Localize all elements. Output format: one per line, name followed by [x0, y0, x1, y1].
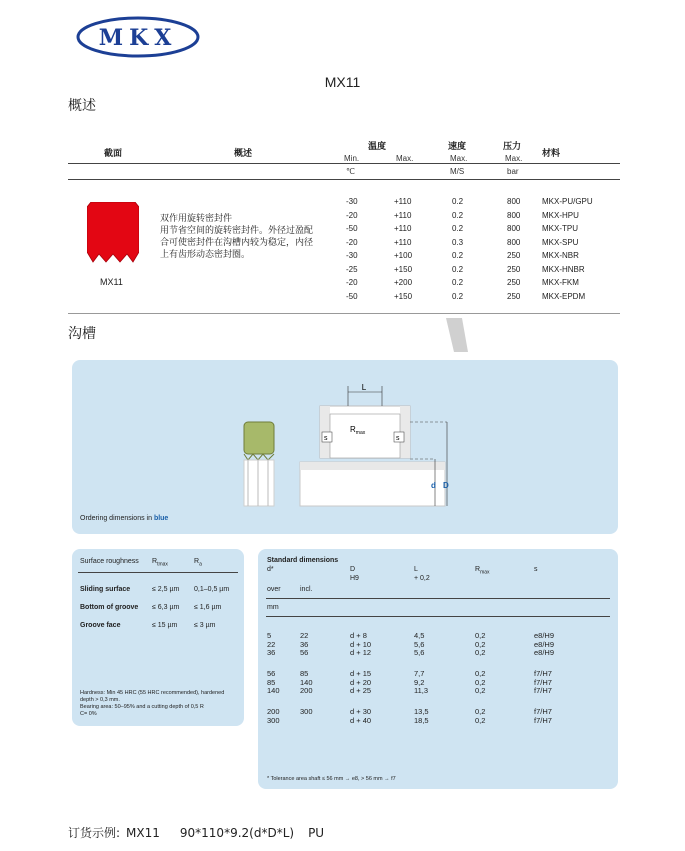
desc-line: 合可使密封件在沟槽内较为稳定，内径	[160, 238, 314, 248]
order-material: PU	[308, 826, 325, 840]
cell: 300	[267, 715, 280, 725]
hardness-notes	[80, 690, 224, 718]
order-label: 订货示例:	[68, 826, 121, 840]
cell: +150	[394, 264, 413, 274]
std-D-col	[350, 670, 371, 696]
cell: MKX-FKM	[542, 278, 579, 287]
cell: 5,6	[414, 639, 425, 649]
dim-d-label: d	[431, 481, 436, 490]
std-D-col	[350, 708, 371, 725]
dim-s-left: s	[324, 435, 328, 442]
cell: 36	[300, 639, 309, 649]
cell: 36	[267, 648, 276, 657]
std-R: R	[475, 566, 481, 573]
cell: 0,2	[475, 631, 486, 640]
profile-label: MX11	[100, 277, 123, 287]
cell: +150	[394, 291, 413, 301]
std-L-col	[414, 708, 429, 725]
mkx-logo	[76, 16, 200, 58]
ra-sub: a	[199, 561, 202, 568]
note-c: C	[80, 711, 84, 717]
header-rule	[68, 163, 620, 164]
cell: 300	[300, 707, 313, 716]
roughness-col-rmax	[152, 558, 168, 567]
cell: 18,5	[414, 715, 429, 725]
desc-line: 上有齿形动态密封圈。	[160, 250, 251, 260]
std-R-sub: max	[480, 569, 490, 576]
groove-drawing	[72, 360, 618, 534]
ordering-prefix: Ordering dimensions in	[80, 515, 154, 522]
cell: MKX-EPDM	[542, 291, 586, 301]
speed-column	[452, 195, 463, 303]
cell: f7/H7	[534, 669, 552, 678]
cell: 5,6	[414, 648, 425, 657]
col-overview: 概述	[234, 149, 253, 159]
cell: 0,2	[475, 707, 486, 716]
cell: +110	[394, 197, 412, 206]
cell: 800	[507, 197, 521, 206]
cell: 0.2	[452, 197, 464, 206]
col-material: 材料	[542, 149, 561, 159]
col-section: 截面	[104, 149, 123, 159]
cell: e8/H9	[534, 648, 555, 657]
cell: 0.2	[452, 210, 464, 220]
roughness-title: Surface roughness	[80, 558, 139, 565]
cell: 56	[267, 669, 276, 678]
cell: d + 30	[350, 707, 372, 716]
std-s-col	[534, 708, 552, 725]
cell: 0.3	[452, 237, 464, 247]
cell: 200	[267, 707, 280, 716]
cell: 9,2	[414, 677, 425, 687]
std-col-R	[475, 566, 490, 575]
cell: d + 15	[350, 669, 372, 678]
cell: f7/H7	[534, 686, 552, 695]
cell: 0,2	[475, 639, 486, 649]
section-overview-heading: 概述	[68, 98, 96, 114]
col-pressure: 压力	[503, 142, 522, 152]
std-R-col	[475, 632, 485, 658]
cell: e8/H9	[534, 631, 555, 640]
unit-temp: ℃	[346, 167, 355, 176]
note-c-rest: = 0%	[83, 711, 97, 717]
cell: 140	[300, 677, 313, 687]
cell: d + 40	[350, 715, 372, 725]
cell: MKX-HNBR	[542, 264, 585, 274]
unit-pressure: bar	[507, 167, 519, 176]
cell: 0,2	[475, 677, 486, 687]
cell: MKX-PU/GPU	[542, 197, 593, 206]
std-col-s: s	[534, 566, 538, 573]
note-line: Bearing area: 50–95% and a cutting depth of 0,5 R	[80, 704, 204, 710]
std-col-D-sub: H9	[350, 575, 359, 582]
roughness-row-label: Bottom of groove	[80, 604, 139, 611]
table-bottom-rule	[68, 313, 620, 314]
cell: f7/H7	[534, 715, 552, 725]
ordering-dimensions-note	[80, 515, 168, 522]
cell: f7/H7	[534, 677, 552, 687]
ordering-blue: blue	[153, 515, 169, 522]
cell: -50	[346, 291, 358, 301]
seal-description	[160, 213, 328, 261]
note-line: depth > 0,3 mm.	[80, 697, 120, 703]
standard-dimensions-panel	[258, 549, 618, 789]
roughness-row-label: Sliding surface	[80, 586, 131, 593]
std-col-over: over	[267, 586, 281, 593]
cell: MKX-TPU	[542, 224, 578, 233]
cell: 0.2	[452, 264, 464, 274]
cell: 56	[300, 648, 309, 657]
std-incl-col	[300, 670, 313, 696]
order-dims: 90*110*9.2(d*D*L)	[179, 826, 295, 840]
cell: 22	[267, 639, 276, 649]
std-col-incl: incl.	[300, 586, 313, 593]
roughness-col-ra	[194, 558, 202, 567]
col-speed: 速度	[448, 142, 467, 152]
dim-D-label: D	[443, 481, 449, 490]
cell: 250	[507, 264, 521, 274]
order-example	[68, 824, 344, 841]
cell: -30	[346, 197, 358, 206]
cell: -50	[346, 224, 358, 233]
ra-r: R	[194, 558, 200, 565]
decorative-slash-icon	[444, 318, 470, 352]
cell: 4,5	[414, 631, 425, 640]
cell: MKX-SPU	[542, 237, 579, 247]
std-over-col	[267, 708, 280, 725]
cell: 0.2	[452, 278, 464, 287]
note-line: Hardness: Min 45 HRC (55 HRC recommended), hardened	[80, 690, 225, 696]
cell: +200	[394, 278, 413, 287]
cell: d + 8	[350, 631, 367, 640]
std-over-col	[267, 670, 280, 696]
cell: d + 20	[350, 677, 372, 687]
cell: 0.2	[452, 251, 464, 260]
product-title: MX11	[324, 74, 361, 90]
cell: 7,7	[414, 669, 425, 678]
cell: 0,2	[475, 648, 486, 657]
cell: 200	[300, 686, 313, 695]
cell: e8/H9	[534, 639, 555, 649]
cell: 250	[507, 251, 521, 260]
tolerance-footnote: * Tolerance area shaft ≤ 56 mm → e8, > 56 mm → f7	[267, 776, 396, 782]
std-D-col	[350, 632, 371, 658]
std-R-col	[475, 708, 485, 725]
col-temperature: 温度	[368, 142, 387, 152]
logo-text: MKX	[98, 25, 178, 51]
cell: +110	[394, 210, 412, 220]
dim-L-label: L	[361, 383, 367, 392]
std-L-col	[414, 670, 428, 696]
std-R-col	[475, 670, 485, 696]
material-column	[542, 195, 593, 303]
rmax-sub: tmax	[157, 561, 168, 568]
col-temp-min: Min.	[344, 154, 360, 163]
cell: 11,3	[414, 686, 429, 695]
cell: 5	[267, 631, 272, 640]
cell: 0.2	[452, 224, 464, 233]
cell: 0,2	[475, 715, 486, 725]
roughness-row-label: Groove face	[80, 622, 121, 629]
cell: 0,2	[475, 669, 486, 678]
temp-min-column	[346, 195, 358, 303]
cell: +110	[394, 224, 412, 233]
std-rule-1	[266, 598, 610, 599]
col-speed-max: Max.	[450, 154, 468, 163]
cell: 800	[507, 210, 521, 220]
cell: -20	[346, 278, 358, 287]
cell: 250	[507, 278, 521, 287]
cell: +100	[394, 251, 413, 260]
std-rule-2	[266, 616, 610, 617]
std-s-col	[534, 670, 552, 696]
cell: 22	[300, 631, 309, 640]
cell: -30	[346, 251, 358, 260]
cell: 250	[507, 291, 521, 301]
roughness-row-ra: 0,1–0,5 µm	[194, 586, 230, 593]
cell: 85	[300, 669, 309, 678]
cell: 800	[507, 237, 521, 247]
cell: 800	[507, 224, 521, 233]
cell: -20	[346, 210, 358, 220]
roughness-row-ra: ≤ 1,6 µm	[194, 604, 222, 611]
col-temp-max: Max.	[396, 154, 414, 163]
temp-max-column	[394, 195, 412, 303]
roughness-row-ra: ≤ 3 µm	[194, 622, 216, 629]
order-model: MX11	[126, 826, 160, 840]
std-unit-mm: mm	[267, 604, 279, 611]
standard-d-star: d*	[267, 566, 274, 573]
cell: d + 10	[350, 639, 372, 649]
cell: -20	[346, 237, 358, 247]
rmax-R: R	[350, 425, 356, 434]
dim-s-right: s	[396, 435, 400, 442]
cell: 85	[267, 677, 276, 687]
cell: 140	[267, 686, 280, 695]
roughness-row-rmax: ≤ 15 µm	[152, 622, 178, 629]
cell: d + 25	[350, 686, 372, 695]
std-incl-col	[300, 632, 308, 658]
std-s-col	[534, 632, 554, 658]
cell: f7/H7	[534, 707, 552, 716]
std-col-L: L	[414, 566, 418, 573]
cell: 0.2	[452, 291, 464, 301]
note-line	[80, 711, 224, 718]
std-L-col	[414, 632, 424, 658]
std-col-L-sub: + 0,2	[414, 575, 430, 582]
desc-line: 双作用旋转密封件	[160, 214, 233, 224]
cell: -25	[346, 264, 358, 274]
col-pressure-max: Max.	[505, 154, 523, 163]
cell: MKX-NBR	[542, 251, 579, 260]
cell: MKX-HPU	[542, 210, 579, 220]
rmax-sub: max	[355, 430, 366, 436]
cell: 13,5	[414, 707, 429, 716]
units-rule	[68, 179, 620, 180]
std-incl-col	[300, 708, 313, 717]
std-over-col	[267, 632, 275, 658]
cell: +110	[394, 237, 412, 247]
rmax-r: R	[152, 558, 158, 565]
pressure-column	[507, 195, 520, 303]
roughness-row-rmax: ≤ 6,3 µm	[152, 604, 180, 611]
cell: d + 12	[350, 648, 372, 657]
desc-line: 用节省空间的旋转密封件。外径过盈配	[160, 226, 314, 236]
roughness-rule	[78, 572, 238, 573]
standard-title: Standard dimensions	[267, 557, 339, 564]
std-col-D: D	[350, 566, 356, 573]
mx11-profile-icon	[87, 202, 139, 264]
cell: 0,2	[475, 686, 486, 695]
section-groove-heading: 沟槽	[68, 326, 96, 342]
unit-speed: M/S	[450, 167, 465, 176]
roughness-row-rmax: ≤ 2,5 µm	[152, 586, 180, 593]
